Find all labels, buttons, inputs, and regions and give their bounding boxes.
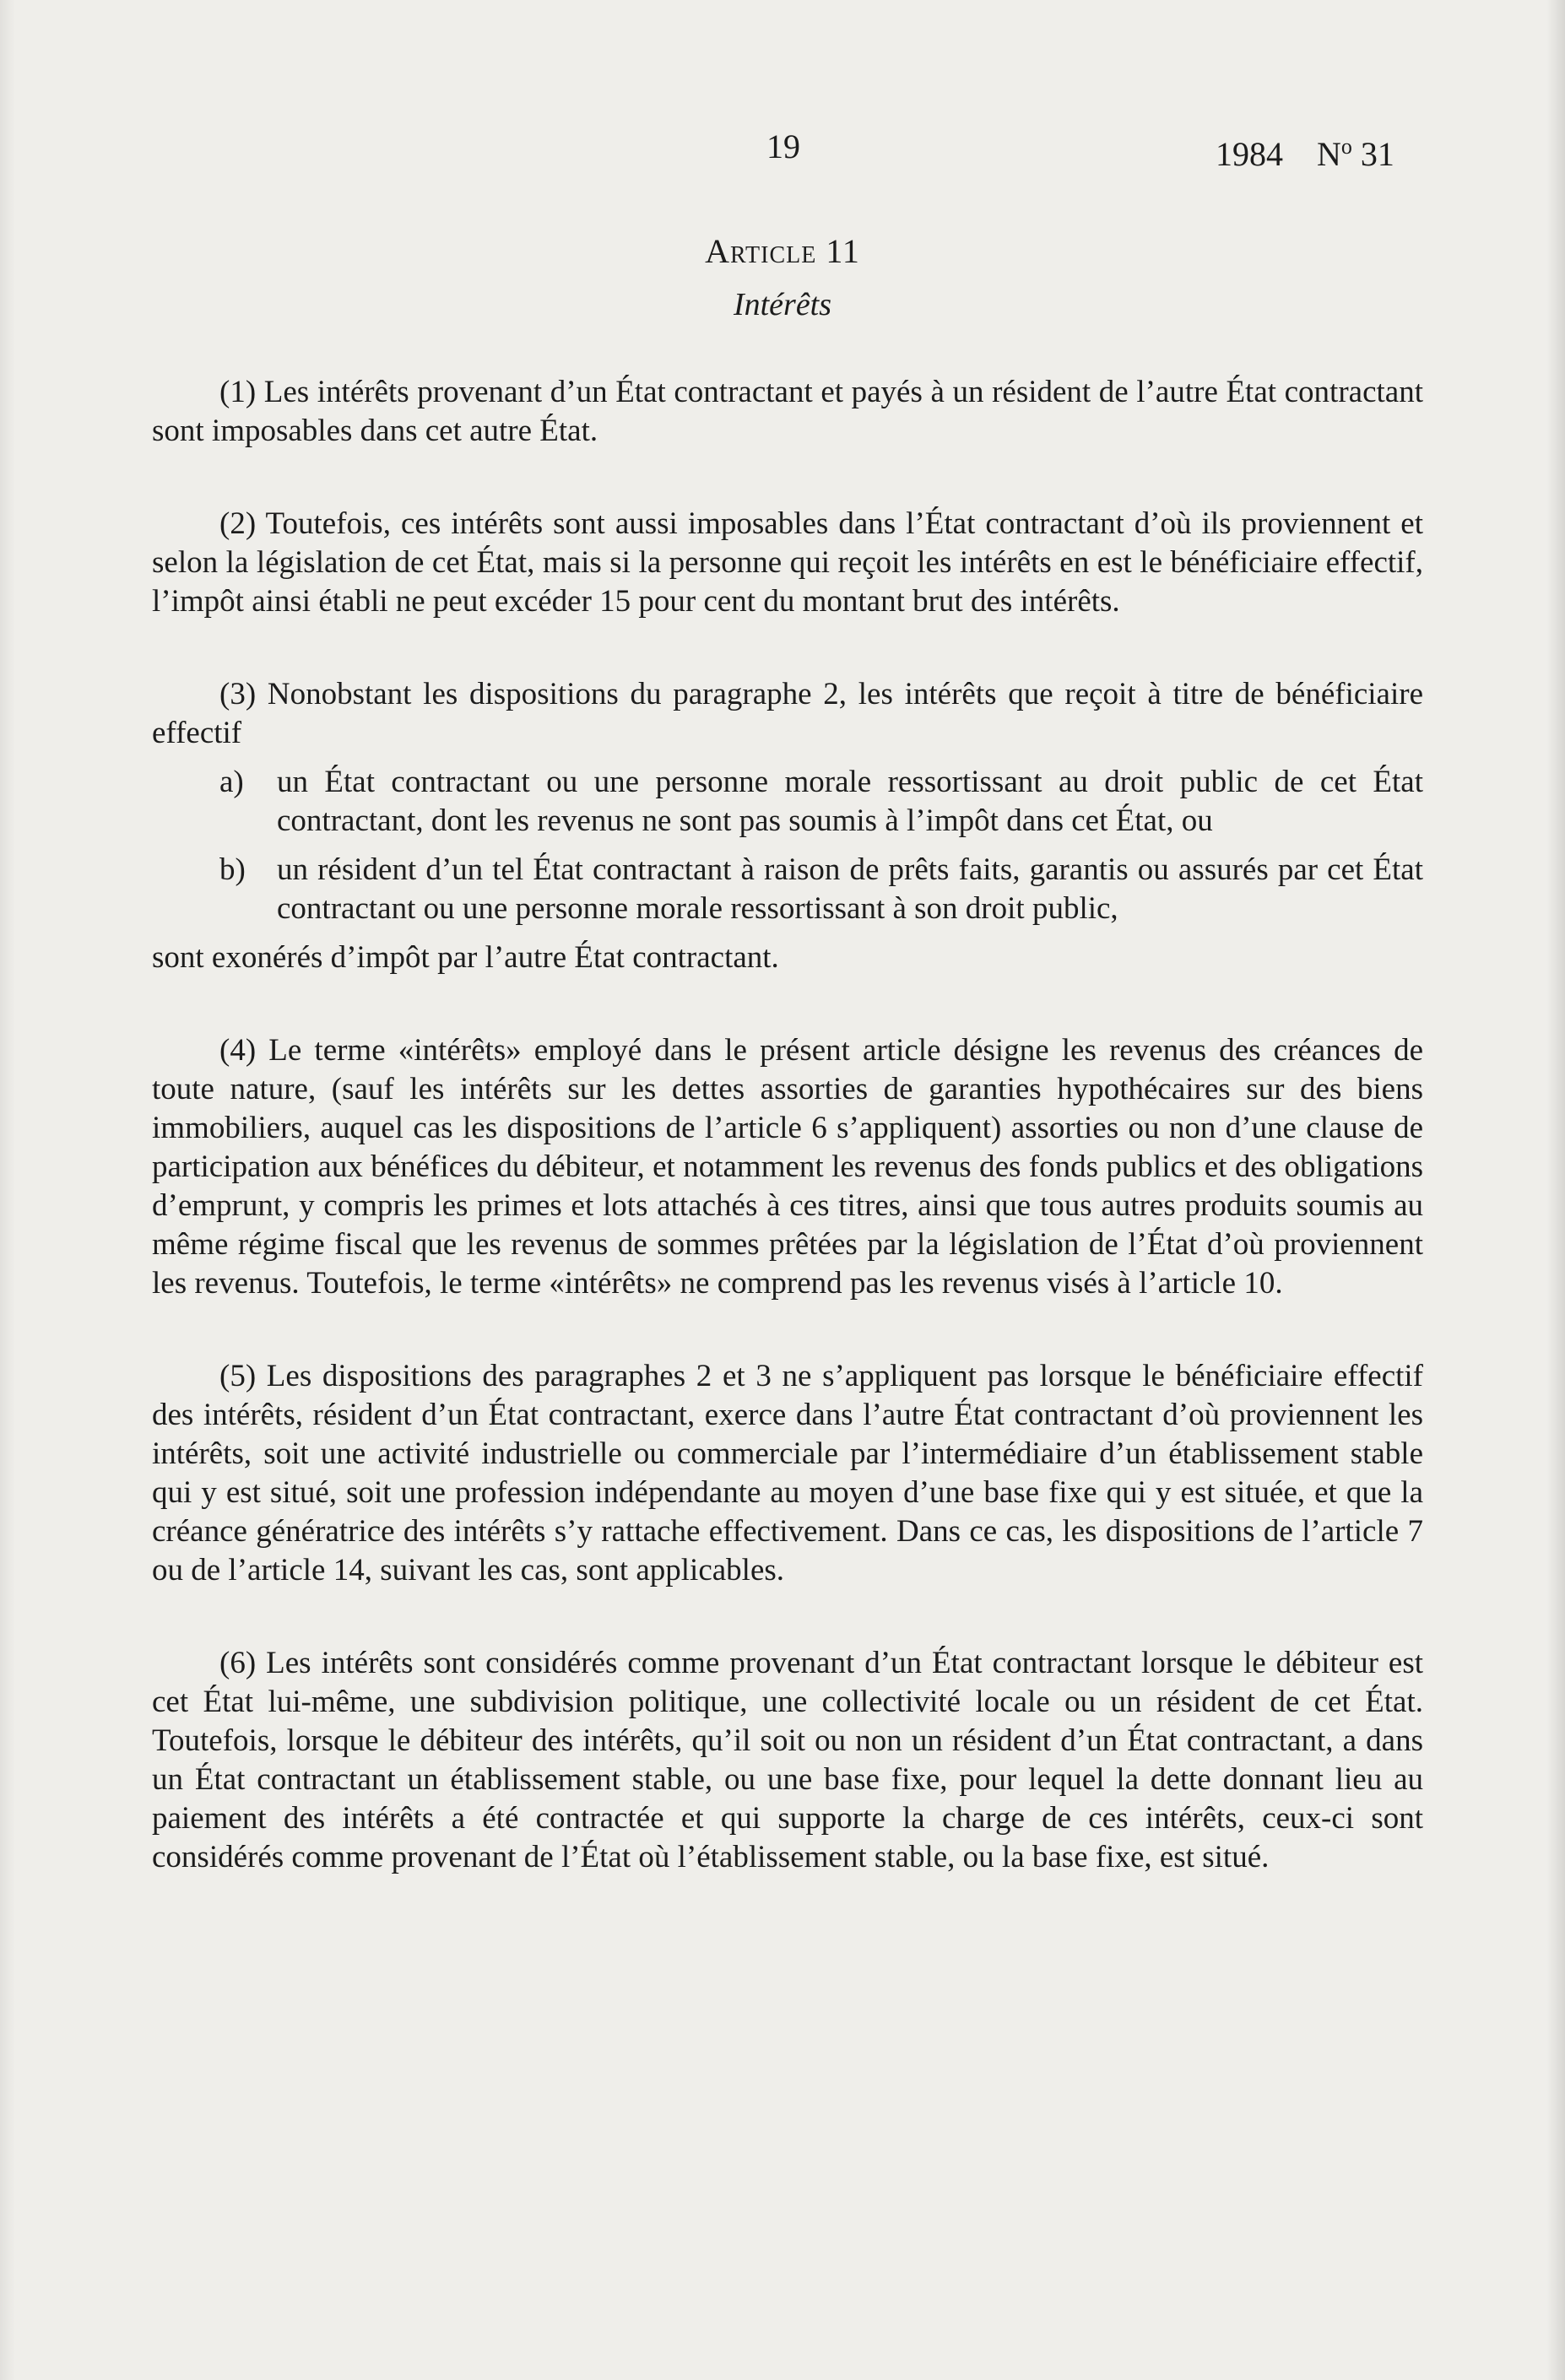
article-subtitle: Intérêts [733,287,832,322]
article-title: Article 11 [705,232,860,270]
paragraph-3-intro: (3) Nonobstant les dispositions du paragraphe 2, les intérêts que reçoit à titre de bénéficiaire effectif [152,677,1423,750]
paragraph-3-closing: sont exonérés d’impôt par l’autre État contractant. [152,940,779,975]
page-edge-shadow-right [1546,0,1565,2380]
header-number-prefix: N [1317,135,1341,173]
paragraph-5: (5) Les dispositions des paragraphes 2 et 3 ne s’appliquent pas lorsque le bénéficiaire effectif des intérêts, résident d’un État contractant, exerce dans l’autre État contractant d’où proviennent les intérêts, soit une activité industrielle ou commerciale par l’intermédiaire d’un établissement stable qui y est situé, soit une profession indépendante au moyen d’une base fixe qui y est située, et que la créance génératrice des intérêts s’y rattache effectivement. Dans ce cas, les dispositions de l’article 7 ou de l’article 14, suivant les cas, sont applicables. [152,1359,1423,1588]
item-text: un résident d’un tel État contractant à raison de prêts faits, garantis ou assurés par cet État contractant ou une personne morale ressortissant à son droit public, [277,852,1423,926]
paragraph-4: (4) Le terme «intérêts» employé dans le présent article désigne les revenus des créances de toute nature, (sauf les intérêts sur les dettes assorties de garanties hypothécaires sur des biens immobiliers, auquel cas les dispositions de l’article 6 s’appliquent) assorties ou non d’une clause de participation aux bénéfices du débiteur, et notamment les revenus des fonds publics et des obligations d’emprunt, y compris les primes et lots attachés à ces titres, ainsi que tous autres produits soumis au même régime fiscal que les revenus de sommes prêtées par la législation de l’État d’où proviennent les revenus. Toutefois, le terme «intérêts» ne comprend pas les revenus visés à l’article 10. [152,1033,1423,1301]
paragraph-1: (1) Les intérêts provenant d’un État contractant et payés à un résident de l’autre État contractant sont imposables dans cet autre État. [152,375,1423,448]
header-year: 1984 [1216,135,1283,173]
paragraph-6: (6) Les intérêts sont considérés comme provenant d’un État contractant lorsque le débiteur est cet État lui-même, une subdivision politique, une collectivité locale ou un résident de cet État. Toutefois, lorsque le débiteur des intérêts, qu’il soit ou non un résident d’un État contractant, a dans un État contractant un établissement stable, ou une base fixe, pour lequel la dette donnant lieu au paiement des intérêts a été contractée et qui supporte la charge de ces intérêts, ceux-ci sont considérés comme provenant de l’État où l’établissement stable, ou la base fixe, est situé. [152,1646,1423,1874]
item-letter: b) [219,852,246,887]
item-letter: a) [219,765,244,799]
article-body [152,373,1423,1931]
header-reference [1216,127,1394,175]
paragraph-3-item-b [152,851,1423,928]
item-text: un État contractant ou une personne morale ressortissant au droit public de cet État contractant, dont les revenus ne sont pas soumis à l’impôt dans cet État, ou [277,765,1423,838]
paragraph-3-item-a [152,763,1423,841]
header-number-superscript: o [1340,134,1352,159]
paragraph-2: (2) Toutefois, ces intérêts sont aussi imposables dans l’État contractant d’où ils proviennent et selon la législation de cet État, mais si la personne qui reçoit les intérêts en est le bénéficiaire effectif, l’impôt ainsi établi ne peut excéder 15 pour cent du montant brut des intérêts. [152,506,1423,619]
page-number: 19 [766,127,800,165]
header-number: 31 [1360,135,1394,173]
page-edge-shadow-left [0,0,15,2380]
